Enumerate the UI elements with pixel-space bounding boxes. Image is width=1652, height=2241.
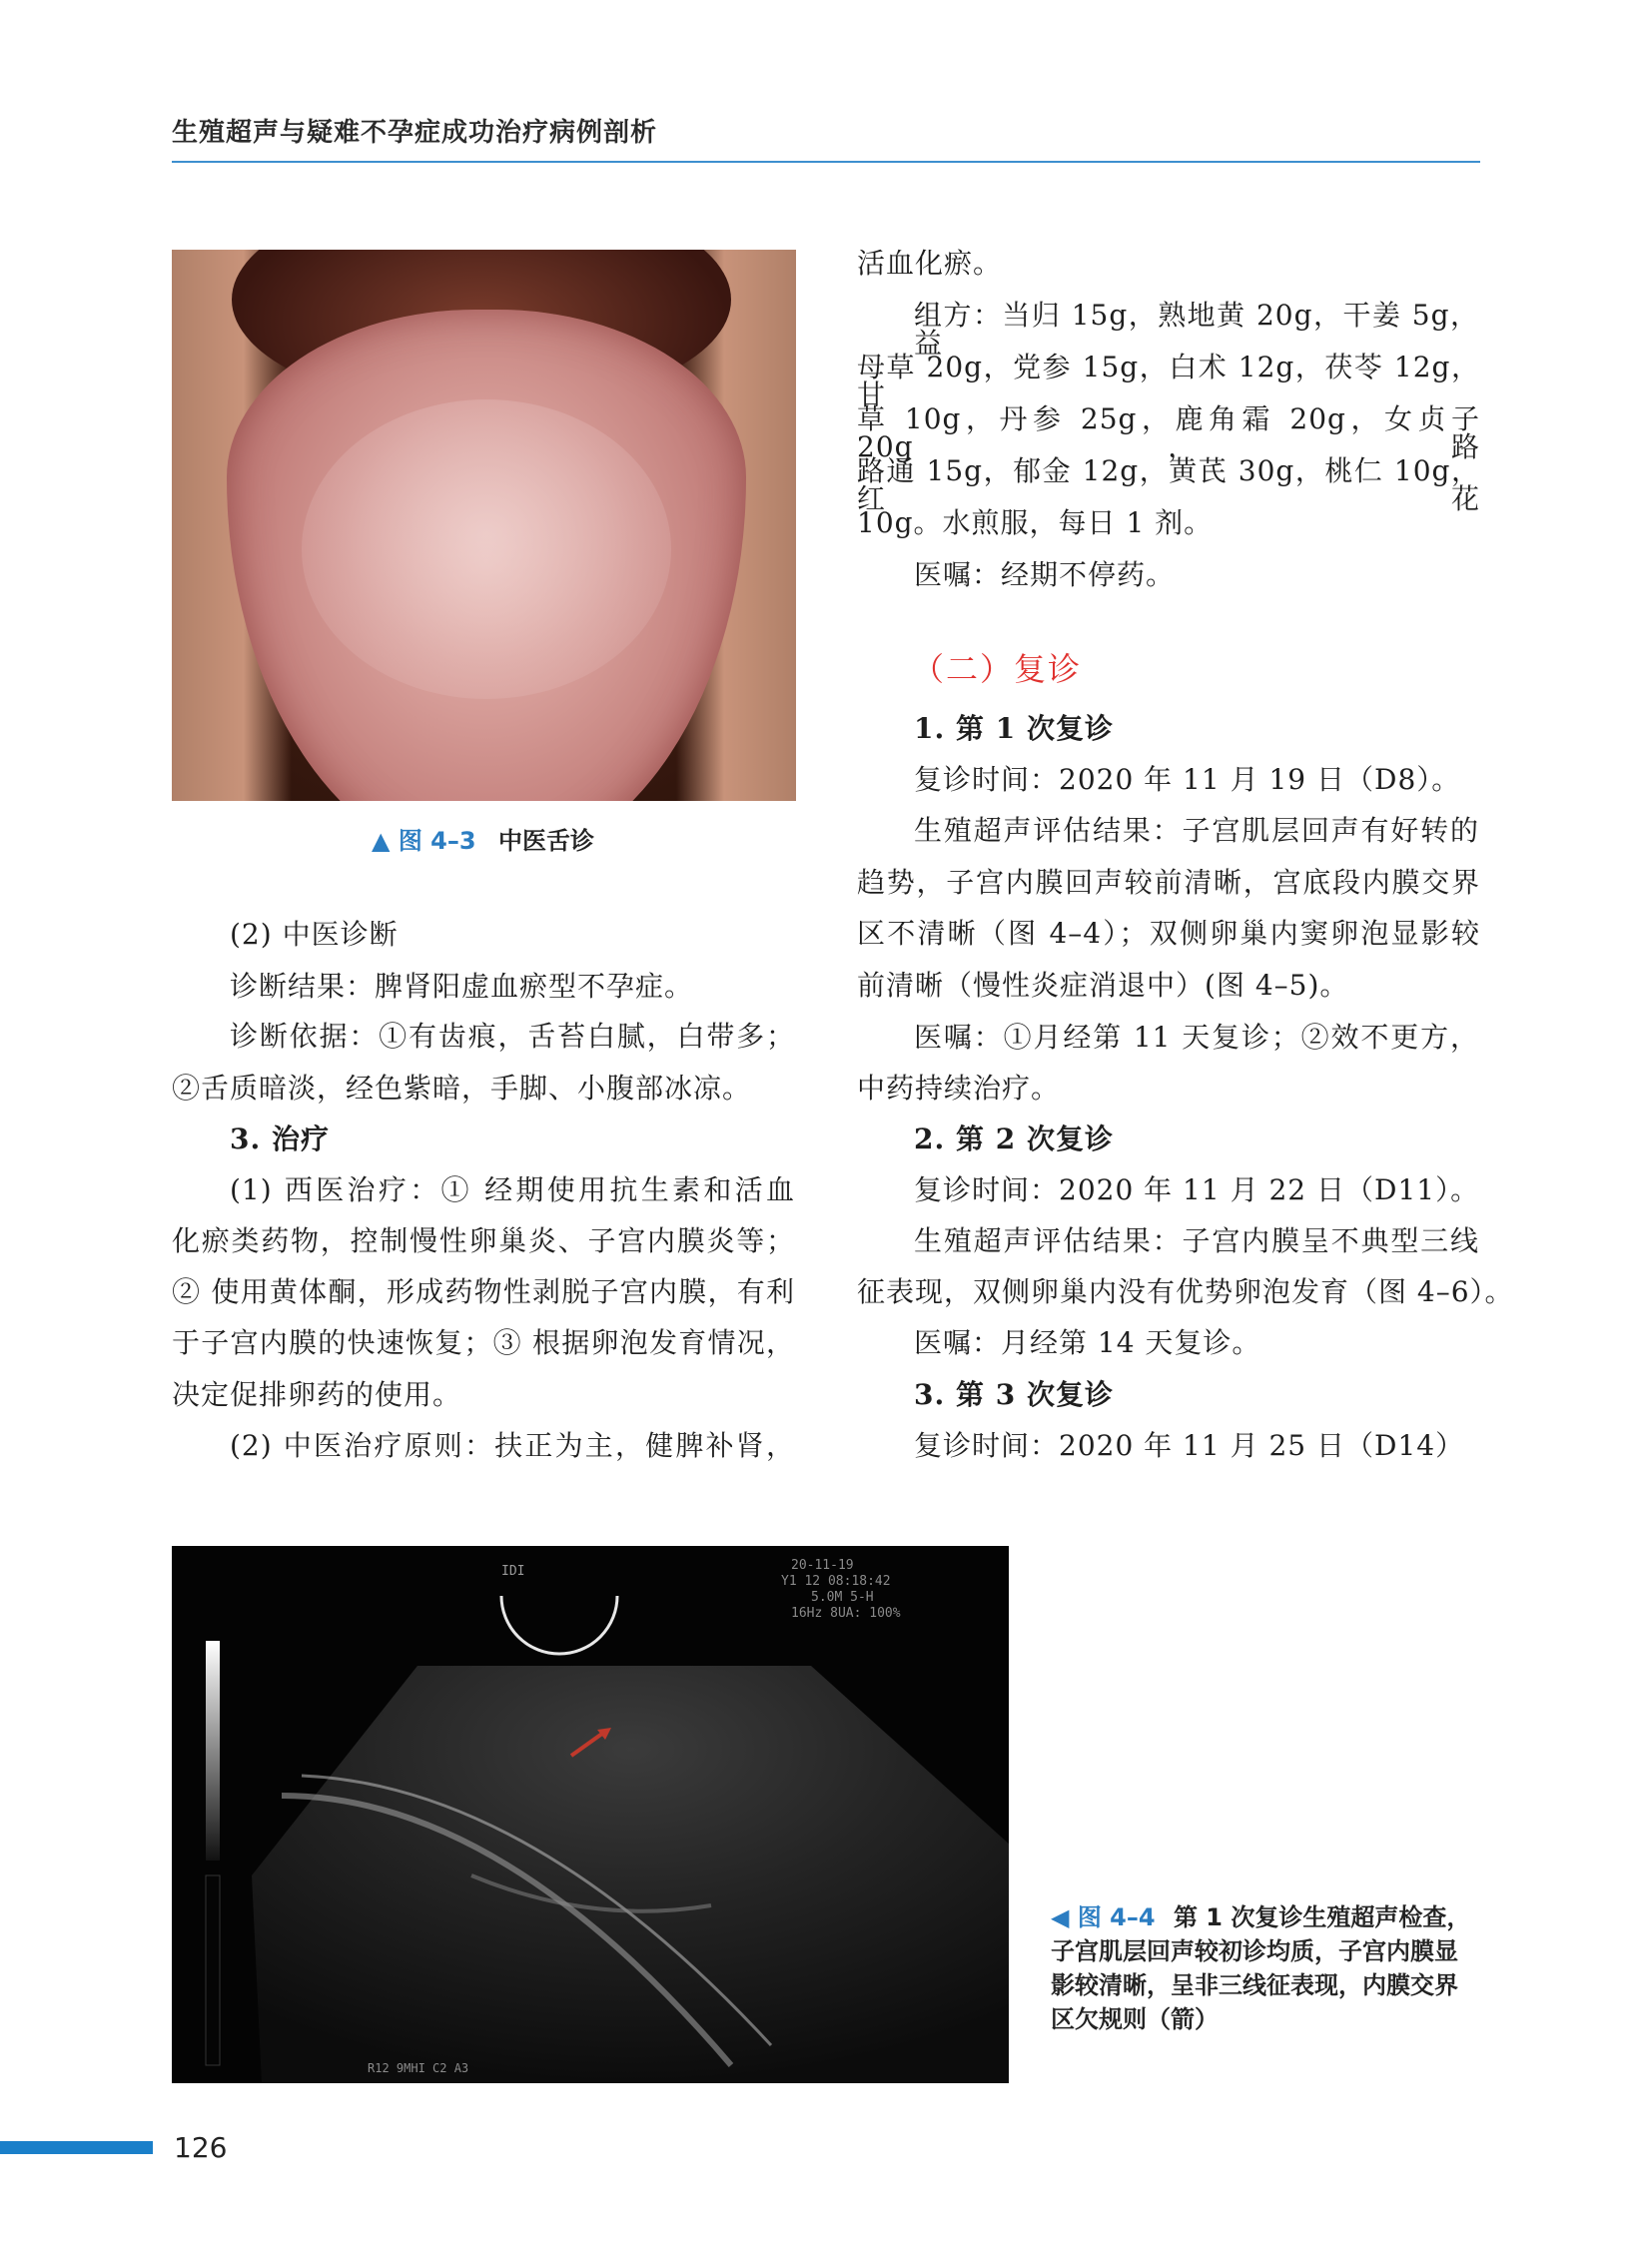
header-rule [172, 161, 1480, 163]
right-line-11: 生殖超声评估结果：子宫内膜呈不典型三线 [914, 1224, 1479, 1257]
right-top-line-1: 活血化瘀。 [857, 247, 1003, 280]
right-line-15: 复诊时间：2020 年 11 月 25 日（D14） [914, 1429, 1465, 1462]
left-line-5: 3. 治疗 [230, 1122, 330, 1155]
ultrasound-overlay-bottom: R12 9MHI C2 A3 [368, 2061, 469, 2075]
right-line-4: 趋势，子宫内膜回声较前清晰，宫底段内膜交界 [857, 866, 1480, 899]
left-line-1: (2) 中医诊断 [230, 918, 399, 951]
right-line-14: 3. 第 3 次复诊 [914, 1378, 1114, 1411]
right-line-13: 医嘱：月经第 14 天复诊。 [914, 1326, 1261, 1359]
caption-us-marker: ◀ [1051, 1903, 1070, 1931]
left-line-9: 于子宫内膜的快速恢复；③ 根据卵泡发育情况， [172, 1326, 795, 1359]
figure-4-4-caption [1051, 1900, 1480, 2036]
ultrasound-overlay-freq: 5.0M 5-H [811, 1590, 874, 1605]
caption-us-text: 第 1 次复诊生殖超声检查，子宫肌层回声较初诊均质，子宫内膜显影较清晰，呈非三线征表现，内膜交界区欠规则（箭） [1051, 1903, 1471, 2033]
ultrasound-image [172, 1546, 1009, 2083]
ultrasound-overlay-time: Y1 12 08:18:42 [781, 1574, 891, 1589]
figure-4-3-caption [372, 821, 594, 856]
right-line-8: 中药持续治疗。 [857, 1072, 1061, 1105]
left-line-8: ② 使用黄体酮，形成药物性剥脱子宫内膜，有利 [172, 1275, 795, 1308]
caption-us-label: 图 4–4 [1077, 1903, 1156, 1931]
left-line-2: 诊断结果：脾肾阳虚血瘀型不孕症。 [230, 970, 694, 1003]
left-line-6: (1) 西医治疗：① 经期使用抗生素和活血 [230, 1173, 795, 1206]
right-top-line-4: 草 10g，丹参 25g，鹿角霜 20g，女贞子 20g，路 [857, 402, 1480, 463]
left-line-4: ②舌质暗淡，经色紫暗，手脚、小腹部冰凉。 [172, 1072, 752, 1105]
page-footer-bar [0, 2141, 153, 2154]
left-line-11: (2) 中医治疗原则：扶正为主，健脾补肾， [230, 1429, 795, 1462]
right-top-line-2: 组方：当归 15g，熟地黄 20g，干姜 5g，益 [914, 299, 1479, 360]
ultrasound-scan [172, 1546, 1009, 2083]
right-top-line-5: 路通 15g，郁金 12g，黄芪 30g，桃仁 10g，红花 [857, 454, 1480, 515]
right-line-12: 征表现，双侧卵巢内没有优势卵泡发育（图 4–6）。 [857, 1275, 1514, 1308]
page-number: 126 [174, 2131, 228, 2164]
right-line-6: 前清晰（慢性炎症消退中）(图 4–5)。 [857, 969, 1349, 1002]
ultrasound-overlay-date: 20-11-19 [791, 1558, 854, 1573]
right-line-9: 2. 第 2 次复诊 [914, 1122, 1114, 1155]
right-line-7: 医嘱：①月经第 11 天复诊；②效不更方， [914, 1021, 1479, 1054]
right-line-3: 生殖超声评估结果：子宫肌层回声有好转的 [914, 814, 1479, 847]
right-line-5: 区不清晰（图 4–4）；双侧卵巢内窦卵泡显影较 [857, 917, 1480, 950]
ultrasound-overlay-gain: 16Hz 8UA: 100% [791, 1606, 901, 1621]
ultrasound-overlay-top-left: IDI [501, 1564, 525, 1579]
right-top-line-6: 10g。水煎服，每日 1 剂。 [857, 506, 1214, 539]
running-header: 生殖超声与疑难不孕症成功治疗病例剖析 [172, 118, 658, 148]
left-line-7: 化瘀类药物，控制慢性卵巢炎、子宫内膜炎等； [172, 1224, 795, 1257]
tongue-photo [172, 250, 796, 801]
left-line-3: 诊断依据：①有齿痕，舌苔白腻，白带多； [230, 1020, 795, 1053]
right-line-1: 1. 第 1 次复诊 [914, 712, 1114, 745]
caption-marker: ▲ [372, 827, 391, 855]
section-heading-followup: （二）复诊 [912, 650, 1083, 688]
right-top-line-3: 母草 20g，党参 15g，白术 12g，茯苓 12g，甘 [857, 351, 1480, 411]
right-line-2: 复诊时间：2020 年 11 月 19 日（D8）。 [914, 763, 1461, 796]
right-line-10: 复诊时间：2020 年 11 月 22 日（D11）。 [914, 1173, 1480, 1206]
right-top-line-7: 医嘱：经期不停药。 [914, 558, 1176, 591]
caption-text: 中医舌诊 [497, 827, 594, 855]
caption-label: 图 4–3 [398, 827, 476, 855]
left-line-10: 决定促排卵药的使用。 [172, 1378, 462, 1411]
